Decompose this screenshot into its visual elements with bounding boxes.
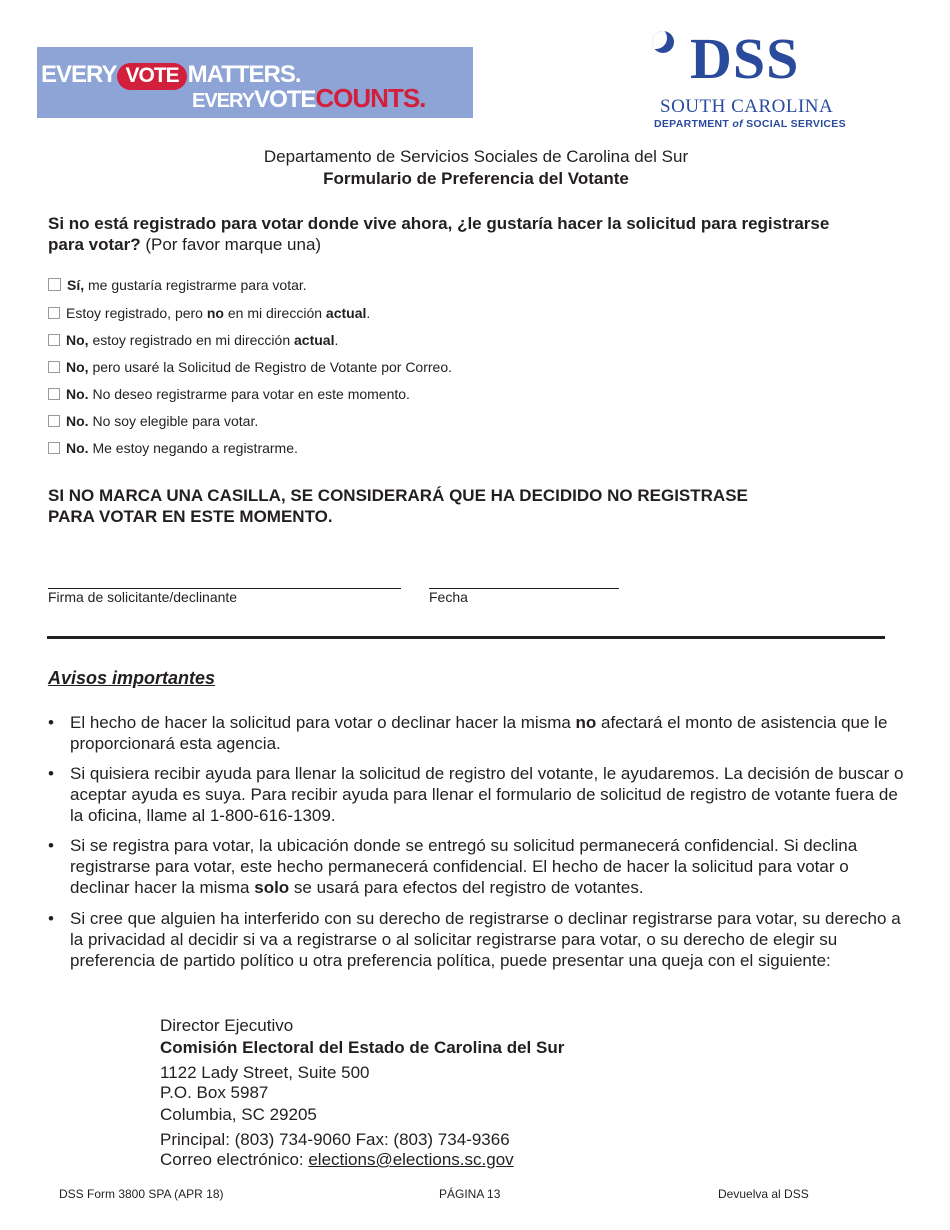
option-mail-in[interactable]: No, pero usaré la Solicitud de Registro de Votante por Correo. — [48, 359, 452, 375]
option-registered-not-current[interactable]: Estoy registrado, pero no en mi dirección actual. — [48, 305, 370, 321]
dss-logo-department: DEPARTMENT of SOCIAL SERVICES — [654, 118, 846, 130]
checkbox[interactable] — [48, 278, 61, 291]
bullet-icon: • — [48, 836, 54, 855]
option-not-eligible[interactable]: No. No soy elegible para votar. — [48, 413, 258, 429]
section-divider — [47, 636, 885, 639]
notice-item: • Si cree que alguien ha interferido con su derecho de registrarse o declinar registrarse para votar, su derecho a la privacidad al decidir si va a registrarse o al solicitar registrarse para votar, o su derecho de elegir su preferencia de partido político u otra preferencia política, puede presentar una queja con el siguiente: — [48, 909, 901, 970]
option-registered-current[interactable]: No, estoy registrado en mi dirección actual. — [48, 332, 338, 348]
form-title: Formulario de Preferencia del Votante — [323, 169, 629, 188]
address-city: Columbia, SC 29205 — [160, 1105, 317, 1124]
notice-item: • El hecho de hacer la solicitud para votar o declinar hacer la misma no afectará el monto de asistencia que le proporcionará esta agencia. — [48, 713, 888, 753]
agency-name: Departamento de Servicios Sociales de Carolina del Sur — [263, 147, 689, 166]
notice-item: • Si quisiera recibir ayuda para llenar la solicitud de registro del votante, le ayudaremos. La decisión de buscar o aceptar ayuda es suya. Para recibir ayuda para llenar el formulario de solicitud de registro de votante fuera de la oficina, llame al 1-800-616-1309. — [48, 764, 904, 825]
dss-logo-state: SOUTH CAROLINA — [660, 96, 834, 117]
option-not-now[interactable]: No. No deseo registrarme para votar en este momento. — [48, 386, 410, 402]
signature-label: Firma de solicitante/declinante — [48, 589, 238, 605]
banner-line-1: EVERY VOTE MATTERS. — [41, 61, 301, 88]
notice-item: • Si se registra para votar, la ubicación donde se entregó su solicitud permanecerá confidencial. Si declina registrarse para votar, este hecho permanecerá confidencial. El hecho de hacer la solicitud para votar o declinar hacer la misma solo se usará para efectos del registro de votantes. — [48, 836, 858, 897]
crescent-moon-icon — [652, 31, 674, 53]
email-link[interactable]: elections@elections.sc.gov — [308, 1150, 514, 1169]
vote-pill: VOTE — [117, 63, 186, 90]
checkbox[interactable] — [48, 415, 60, 427]
address-org: Comisión Electoral del Estado de Carolina del Sur — [160, 1038, 565, 1057]
bullet-icon: • — [48, 713, 54, 732]
dss-logo-text: DSS — [690, 26, 800, 91]
banner-line-2: EVERYVOTECOUNTS. — [192, 83, 426, 113]
footer-return: Devuelva al DSS — [718, 1187, 809, 1201]
address-pobox: P.O. Box 5987 — [160, 1083, 269, 1102]
checkbox[interactable] — [48, 334, 60, 346]
date-label: Fecha — [429, 589, 468, 605]
address-phones: Principal: (803) 734-9060 Fax: (803) 734-9366 — [160, 1130, 510, 1149]
option-refuse[interactable]: No. Me estoy negando a registrarme. — [48, 440, 298, 456]
footer-page-number: PÁGINA 13 — [439, 1187, 501, 1201]
checkbox[interactable] — [48, 361, 60, 373]
option-yes-register[interactable]: Sí, me gustaría registrarme para votar. — [48, 277, 307, 293]
no-box-warning: SI NO MARCA UNA CASILLA, SE CONSIDERARÁ QUE HA DECIDIDO NO REGISTRASE PARA VOTAR EN ESTE MOMENTO. — [48, 486, 748, 526]
checkbox[interactable] — [48, 388, 60, 400]
every-vote-matters-banner — [37, 47, 473, 118]
address-title: Director Ejecutivo — [160, 1016, 294, 1035]
checkbox[interactable] — [48, 307, 60, 319]
bullet-icon: • — [48, 764, 54, 783]
footer-form-number: DSS Form 3800 SPA (APR 18) — [59, 1187, 224, 1201]
checkbox[interactable] — [48, 442, 60, 454]
registration-question: Si no está registrado para votar donde vive ahora, ¿le gustaría hacer la solicitud para registrarse para votar? (Por favor marque una) — [48, 214, 830, 254]
notices-title: Avisos importantes — [48, 668, 216, 688]
address-email: Correo electrónico: elections@elections.sc.gov — [160, 1150, 514, 1169]
bullet-icon: • — [48, 909, 54, 928]
address-street: 1122 Lady Street, Suite 500 — [160, 1063, 370, 1082]
